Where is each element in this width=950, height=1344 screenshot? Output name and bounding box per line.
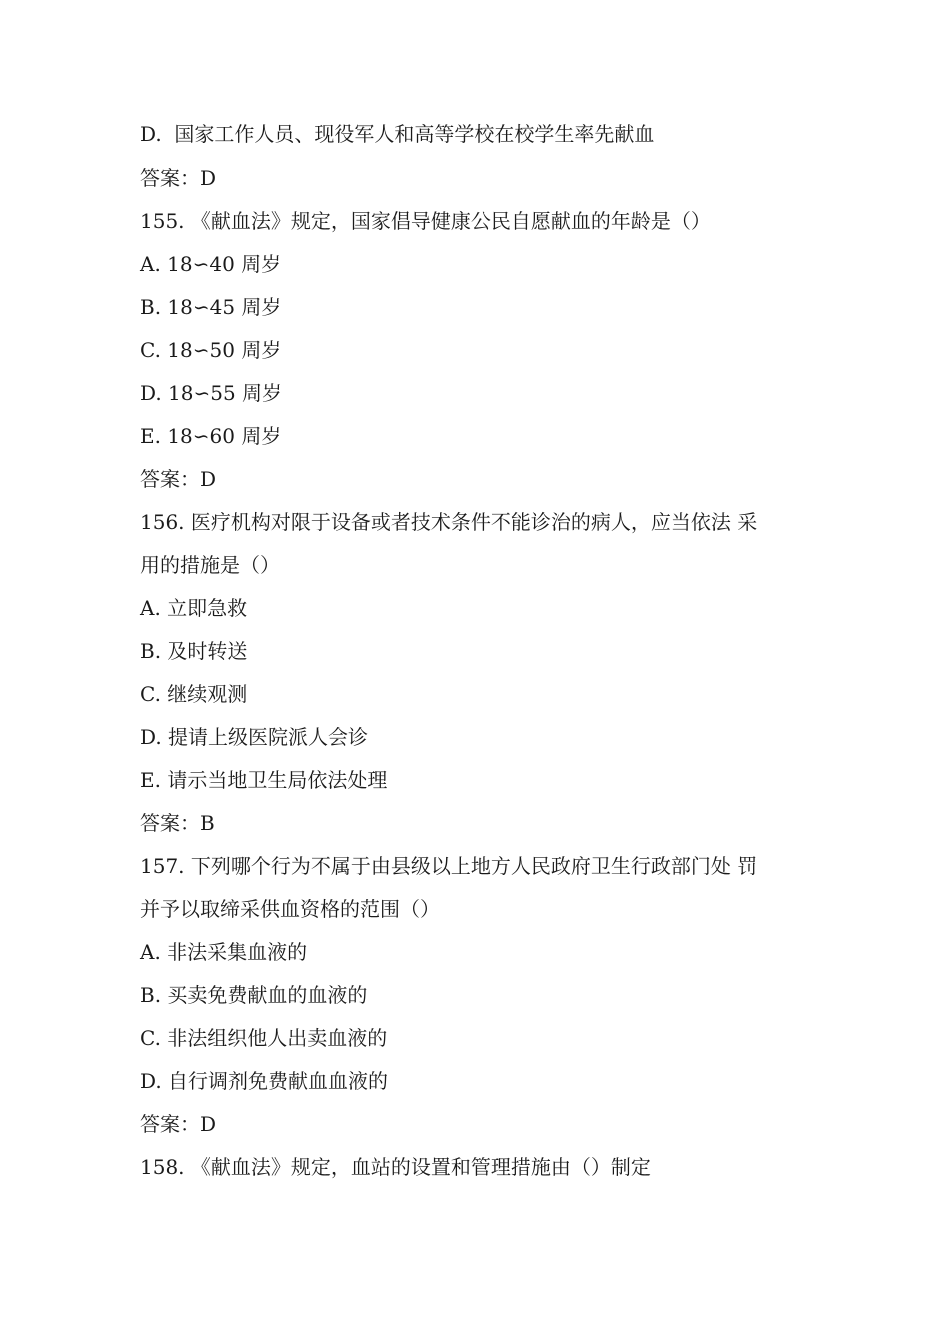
option-line: D. 18∽55 周岁 <box>140 381 283 405</box>
question-line: 并予以取缔采供血资格的范围（） <box>140 897 440 921</box>
option-line: B. 及时转送 <box>140 639 248 663</box>
option-line: E. 18∽60 周岁 <box>140 424 282 448</box>
answer-line: 答案：D <box>140 166 217 190</box>
question-line: 用的措施是（） <box>140 553 280 577</box>
option-line: A. 18∽40 周岁 <box>140 252 282 276</box>
option-line: D. 自行调剂免费献血血液的 <box>140 1069 389 1093</box>
option-line: E. 请示当地卫生局依法处理 <box>140 768 388 792</box>
answer-line: 答案：D <box>140 467 217 491</box>
option-line: A. 非法采集血液的 <box>140 940 308 964</box>
question-line: 158. 《献血法》规定，血站的设置和管理措施由（）制定 <box>140 1155 651 1179</box>
question-line: 157. 下列哪个行为不属于由县级以上地方人民政府卫生行政部门处 罚 <box>140 854 758 878</box>
question-line: 156. 医疗机构对限于设备或者技术条件不能诊治的病人，应当依法 采 <box>140 510 758 534</box>
option-line: B. 18∽45 周岁 <box>140 295 282 319</box>
answer-line: 答案：B <box>140 811 215 835</box>
option-line: C. 18∽50 周岁 <box>140 338 282 362</box>
option-line: C. 继续观测 <box>140 682 248 706</box>
option-line: C. 非法组织他人出卖血液的 <box>140 1026 388 1050</box>
question-line: 155. 《献血法》规定，国家倡导健康公民自愿献血的年龄是（） <box>140 209 711 233</box>
option-line: D. 国家工作人员、现役军人和高等学校在校学生率先献血 <box>140 122 655 146</box>
option-line: A. 立即急救 <box>140 596 248 620</box>
answer-line: 答案：D <box>140 1112 217 1136</box>
option-line: B. 买卖免费献血的血液的 <box>140 983 368 1007</box>
option-line: D. 提请上级医院派人会诊 <box>140 725 369 749</box>
